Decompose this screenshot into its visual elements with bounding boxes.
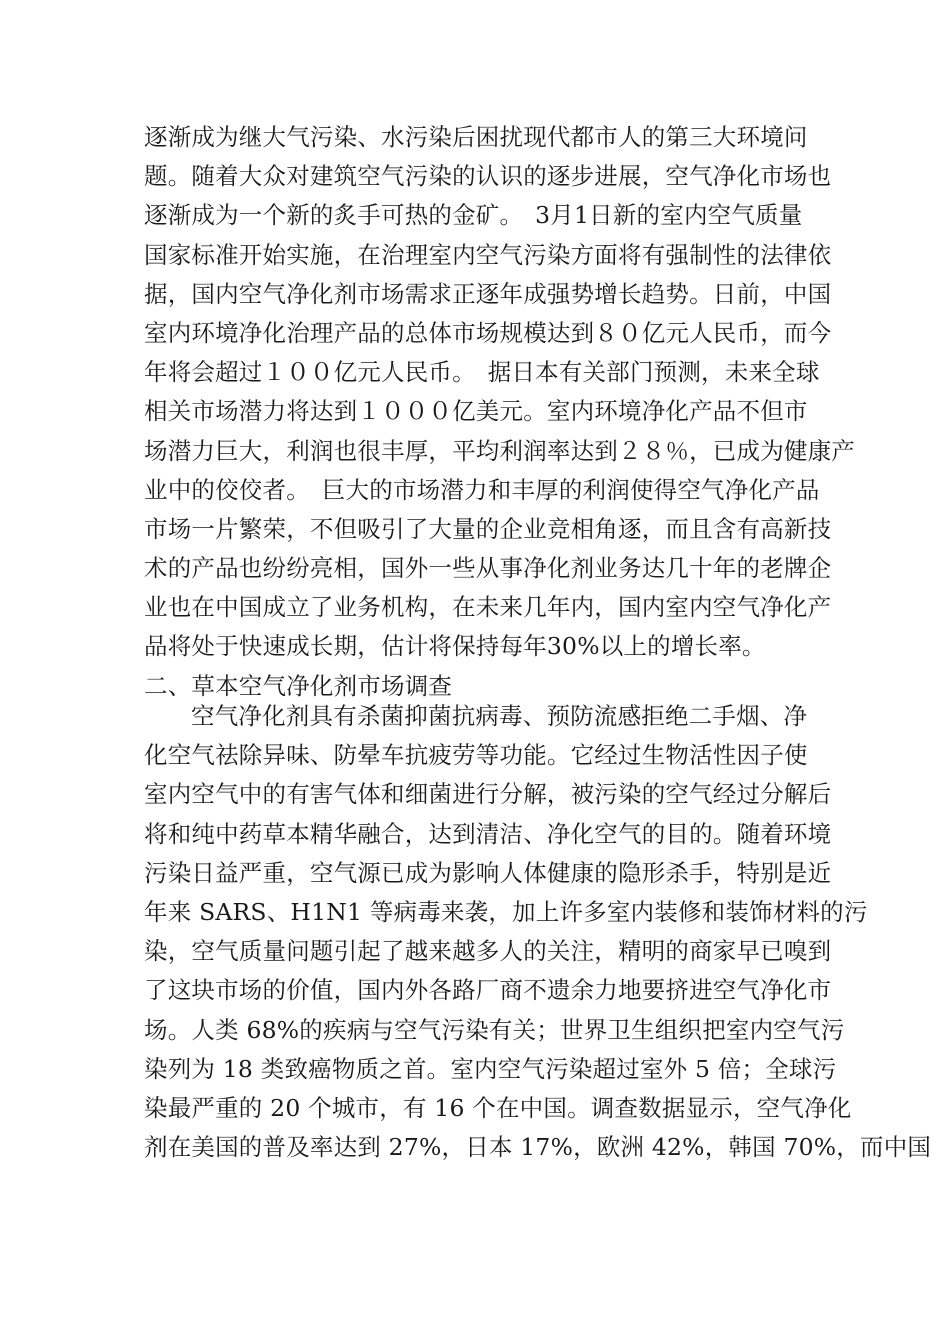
text-line: 空气净化剂具有杀菌抑菌抗病毒、预防流感拒绝二手烟、净 [191,702,808,730]
section-heading: 二、草本空气净化剂市场调查 [144,671,453,700]
text-line: 国家标准开始实施，在治理室内空气污染方面将有强制性的法律依 [144,240,832,269]
text-line: 年将会超过１００亿元人民币。 据日本有关部门预测，未来全球 [144,358,820,387]
text-line: 逐渐成为继大气污染、水污染后困扰现代都市人的第三大环境问 [144,123,808,151]
text-line: 污染日益严重，空气源已成为影响人体健康的隐形杀手，特别是近 [144,858,832,887]
text-line: 业也在中国成立了业务机构，在未来几年内，国内室内空气净化产 [144,593,832,622]
text-line: 场。人类 68%的疾病与空气污染有关；世界卫生组织把室内空气污 [144,1015,845,1044]
text-line: 业中的佼佼者。 巨大的市场潜力和丰厚的利润使得空气净化产品 [144,475,820,504]
text-line: 剂在美国的普及率达到 27%，日本 17%，欧洲 42%，韩国 70%，而中国 [144,1133,932,1162]
text-line: 室内环境净化治理产品的总体市场规模达到８０亿元人民币，而今 [144,318,832,347]
text-line: 将和纯中药草本精华融合，达到清洁、净化空气的目的。随着环境 [144,819,832,848]
text-line: 品将处于快速成长期，估计将保持每年30%以上的增长率。 [144,632,766,661]
text-line: 市场一片繁荣，不但吸引了大量的企业竞相角逐，而且含有高新技 [144,514,832,543]
text-line: 术的产品也纷纷亮相，国外一些从事净化剂业务达几十年的老牌企 [144,554,832,583]
text-line: 逐渐成为一个新的炙手可热的金矿。 3月1日新的室内空气质量 [144,201,803,230]
text-line: 相关市场潜力将达到１０００亿美元。室内环境净化产品不但市 [144,397,808,426]
text-line: 题。随着大众对建筑空气污染的认识的逐步进展，空气净化市场也 [144,162,832,191]
text-line: 染，空气质量问题引起了越来越多人的关注，精明的商家早已嗅到 [144,937,832,966]
text-line: 场潜力巨大，利润也很丰厚，平均利润率达到２８％，已成为健康产 [144,436,855,465]
text-line: 染列为 18 类致癌物质之首。室内空气污染超过室外 5 倍；全球污 [144,1054,837,1083]
paragraph-market-overview [144,118,855,706]
text-line: 年来 SARS、H1N1 等病毒来袭，加上许多室内装修和装饰材料的污 [144,897,868,926]
text-line: 据，国内空气净化剂市场需求正逐年成强势增长趋势。日前，中国 [144,279,832,308]
paragraph-herbal-purifier-survey [144,697,932,1167]
text-line: 了这块市场的价值，国内外各路厂商不遗余力地要挤进空气净化市 [144,976,832,1005]
text-line: 化空气祛除异味、防晕车抗疲劳等功能。它经过生物活性因子使 [144,741,808,770]
text-line: 室内空气中的有害气体和细菌进行分解，被污染的空气经过分解后 [144,780,832,809]
text-line: 染最严重的 20 个城市，有 16 个在中国。调查数据显示，空气净化 [144,1093,852,1122]
